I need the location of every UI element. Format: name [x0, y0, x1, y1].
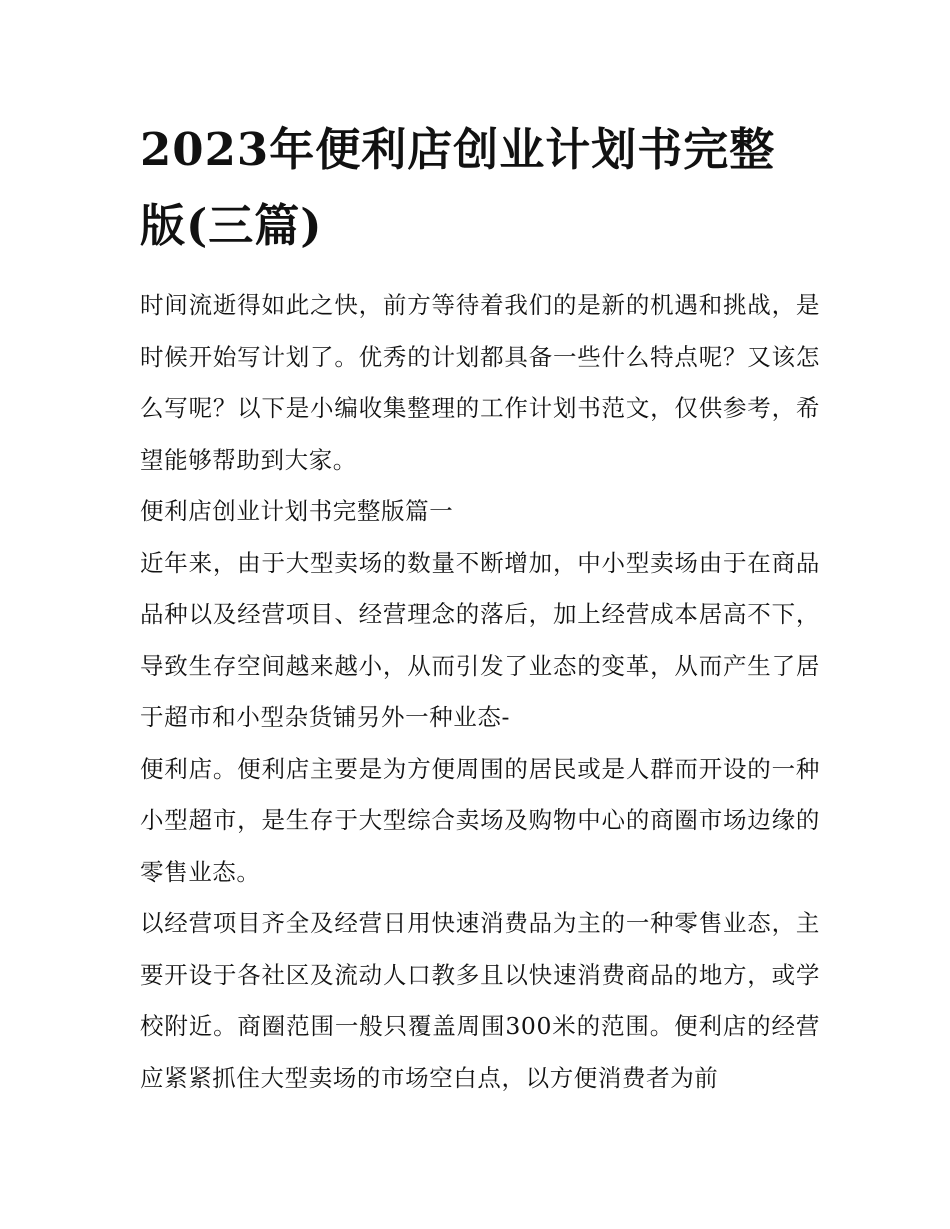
intro-paragraph: 时间流逝得如此之快，前方等待着我们的是新的机遇和挑战，是时候开始写计划了。优秀的计划都具备一些什么特点呢？又该怎么写呢？以下是小编收集整理的工作计划书范文，仅供参考，希望能够帮助到大家。 — [140, 291, 820, 474]
section-heading: 便利店创业计划书完整版篇一 — [140, 497, 454, 525]
document-title: 2023年便利店创业计划书完整版(三篇) — [140, 123, 776, 252]
body-paragraph: 便利店。便利店主要是为方便周围的居民或是人群而开设的一种小型超市，是生存于大型综合卖场及购物中心的商圈市场边缘的零售业态。 — [140, 754, 820, 886]
body-paragraph: 近年来，由于大型卖场的数量不断增加，中小型卖场由于在商品品种以及经营项目、经营理念的落后，加上经营成本居高不下，导致生存空间越来越小，从而引发了业态的变革，从而产生了居于超市和小型杂货铺另外一种业态- — [140, 548, 820, 731]
body-paragraph: 以经营项目齐全及经营日用快速消费品为主的一种零售业态，主要开设于各社区及流动人口教多且以快速消费商品的地方，或学校附近。商圈范围一般只覆盖周围300米的范围。便利店的经营应紧紧抓住大型卖场的市场空白点，以方便消费者为前 — [140, 909, 820, 1092]
document-body — [140, 280, 820, 1104]
